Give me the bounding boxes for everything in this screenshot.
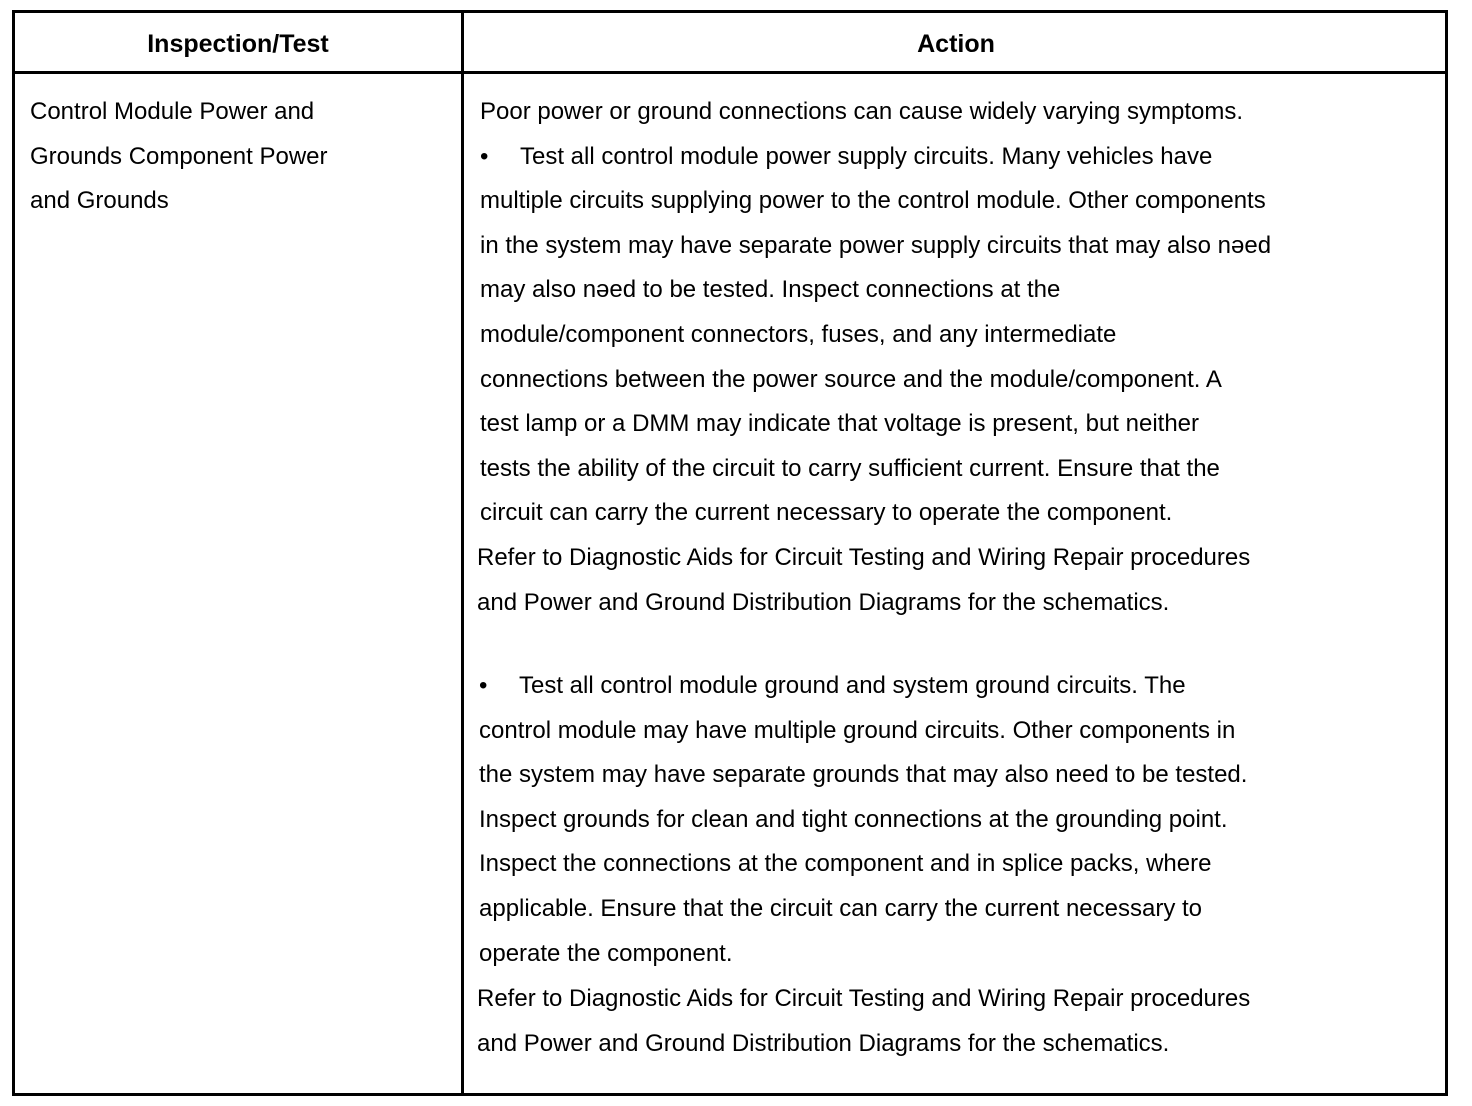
- power-line: module/component connectors, fuses, and any intermediate: [480, 320, 1117, 348]
- column-divider: [461, 10, 464, 1096]
- bullet-icon: •: [480, 142, 489, 170]
- power-line: tests the ability of the circuit to carry sufficient current. Ensure that the: [480, 454, 1220, 482]
- power-line: in the system may have separate power supply circuits that may also nəed: [480, 231, 1272, 259]
- power-line: may also nəed to be tested. Inspect connections at the: [480, 276, 1061, 304]
- power-line: connections between the power source and the module/component. A: [480, 365, 1222, 393]
- power-line: test lamp or a DMM may indicate that voltage is present, but neither: [480, 410, 1200, 438]
- ground-line: Test all control module ground and system ground circuits. The: [519, 672, 1186, 699]
- reference-line: Refer to Diagnostic Aids for Circuit Testing and Wiring Repair procedures: [477, 544, 1251, 571]
- action-header: Action: [917, 30, 995, 58]
- inspection-cell: [30, 90, 328, 224]
- bullet-item-power: [480, 135, 1271, 180]
- ground-line: applicable. Ensure that the circuit can carry the current necessary to: [479, 894, 1203, 922]
- power-line: Test all control module power supply circuits. Many vehicles have: [520, 142, 1213, 170]
- reference-line: and Power and Ground Distribution Diagrams for the schematics.: [477, 1030, 1170, 1057]
- inspection-line: and Grounds: [30, 187, 169, 215]
- power-references: [477, 535, 1250, 625]
- ground-line: the system may have separate grounds that may also need to be tested.: [479, 761, 1248, 789]
- header-divider: [12, 71, 1448, 74]
- power-line: multiple circuits supplying power to the control module. Other components: [480, 187, 1266, 215]
- action-power-block: [480, 90, 1271, 536]
- inspection-line: Grounds Component Power: [30, 142, 328, 170]
- ground-line: control module may have multiple ground circuits. Other components in: [479, 716, 1236, 744]
- action-ground-block: [479, 664, 1247, 976]
- power-line: circuit can carry the current necessary to operate the component.: [480, 499, 1173, 527]
- reference-line: Refer to Diagnostic Aids for Circuit Testing and Wiring Repair procedures: [477, 985, 1251, 1012]
- inspection-line: Control Module Power and: [30, 98, 315, 125]
- bullet-icon: •: [479, 672, 488, 699]
- reference-line: and Power and Ground Distribution Diagrams for the schematics.: [477, 589, 1170, 616]
- ground-references: [477, 976, 1250, 1066]
- inspection-test-header: Inspection/Test: [147, 30, 329, 58]
- bullet-item-ground: [479, 664, 1247, 709]
- intro-text: Poor power or ground connections can cause widely varying symptoms.: [480, 98, 1244, 125]
- ground-line: operate the component.: [479, 939, 733, 967]
- ground-line: Inspect grounds for clean and tight connections at the grounding point.: [479, 805, 1228, 833]
- ground-line: Inspect the connections at the component and in splice packs, where: [479, 850, 1212, 878]
